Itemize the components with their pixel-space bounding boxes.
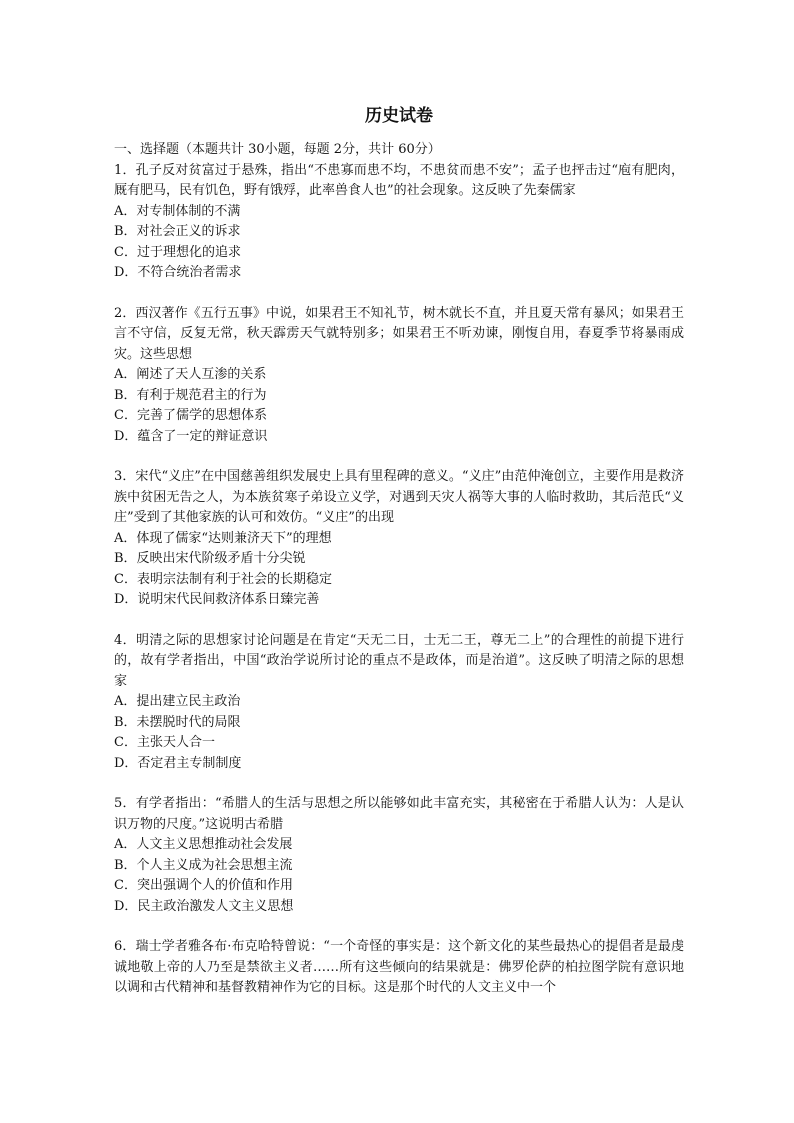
option-d: D．说明宋代民间救济体系日臻完善 <box>114 592 320 607</box>
question-1 <box>114 161 684 284</box>
option-a: A．人文主义思想推动社会发展 <box>114 837 293 852</box>
question-stem: 1．孔子反对贫富过于悬殊，指出“不患寡而患不均，不患贫而患不安”；孟子也抨击过“庖有肥肉，厩有肥马，民有饥色，野有饿殍，此率兽食人也”的社会现象。这反映了先秦儒家 <box>114 162 684 198</box>
option-b: B．未摆脱时代的局限 <box>114 714 241 730</box>
question-stem: 2．西汉著作《五行五事》中说，如果君王不知礼节，树木就长不直，并且夏天常有暴风；如果君王言不守信，反复无常，秋天霹雳天气就特别多；如果君王不听劝谏，刚愎自用，春夏季节将暴雨成灾。这些思想 <box>114 305 684 362</box>
option-a: A．体现了儒家“达则兼济天下”的理想 <box>114 530 332 546</box>
option-a: A．对专制体制的不满 <box>114 203 241 219</box>
option-d: D．否定君主专制制度 <box>114 755 242 771</box>
option-b: B．个人主义成为社会思想主流 <box>114 857 293 873</box>
option-b: B．反映出宋代阶级矛盾十分尖锐 <box>114 551 306 566</box>
exam-page <box>114 104 684 1019</box>
option-d: D．蕴含了一定的辩证意识 <box>114 428 268 444</box>
option-d: D．民主政治激发人文主义思想 <box>114 898 294 914</box>
section-heading: 一、选择题（本题共计 30小题，每题 2分，共计 60分） <box>114 142 441 157</box>
question-stem: 3．宋代“义庄”在中国慈善组织发展史上具有里程碑的意义。“义庄”由范仲淹创立，主要作用是救济族中贫困无告之人，为本族贫寒子弟设立义学，对遇到天灾人祸等大事的人临时救助，其后范氏“义庄”受到了其他家族的认可和效仿。“义庄”的出现 <box>114 469 684 525</box>
option-a: A．阐述了天人互渗的关系 <box>114 367 267 382</box>
option-b: B．对社会正义的诉求 <box>114 224 241 239</box>
question-6 <box>114 937 684 999</box>
question-stem: 5．有学者指出：“希腊人的生活与思想之所以能够如此丰富充实，其秘密在于希腊人认为：人是认识万物的尺度。”这说明古希腊 <box>114 796 684 832</box>
option-c: C．突出强调个人的价值和作用 <box>114 878 293 893</box>
option-c: C．过于理想化的追求 <box>114 244 241 260</box>
question-5 <box>114 794 684 917</box>
question-3 <box>114 467 684 611</box>
question-stem: 4．明清之际的思想家讨论问题是在肯定“天无二日，士无二王，尊无二上”的合理性的前提下进行的，故有学者指出，中国“政治学说所讨论的重点不是政体，而是治道”。这反映了明清之际的思想家 <box>114 632 684 689</box>
page-title: 历史试卷 <box>365 106 433 126</box>
option-c: C．完善了儒学的思想体系 <box>114 408 267 423</box>
option-c: C．表明宗法制有利于社会的长期稳定 <box>114 571 332 587</box>
question-stem: 6．瑞士学者雅各布·布克哈特曾说：“一个奇怪的事实是：这个新文化的某些最热心的提倡者是最虔诚地敬上帝的人乃至是禁欲主义者……所有这些倾向的结果就是：佛罗伦萨的柏拉图学院有意识地以调和古代精神和基督教精神作为它的目标。这是那个时代的人文主义中一个 <box>114 939 684 995</box>
question-2 <box>114 304 684 448</box>
option-a: A．提出建立民主政治 <box>114 694 241 709</box>
question-4 <box>114 631 684 775</box>
option-b: B．有利于规范君主的行为 <box>114 387 267 403</box>
option-c: C．主张天人合一 <box>114 735 215 750</box>
option-d: D．不符合统治者需求 <box>114 265 242 280</box>
